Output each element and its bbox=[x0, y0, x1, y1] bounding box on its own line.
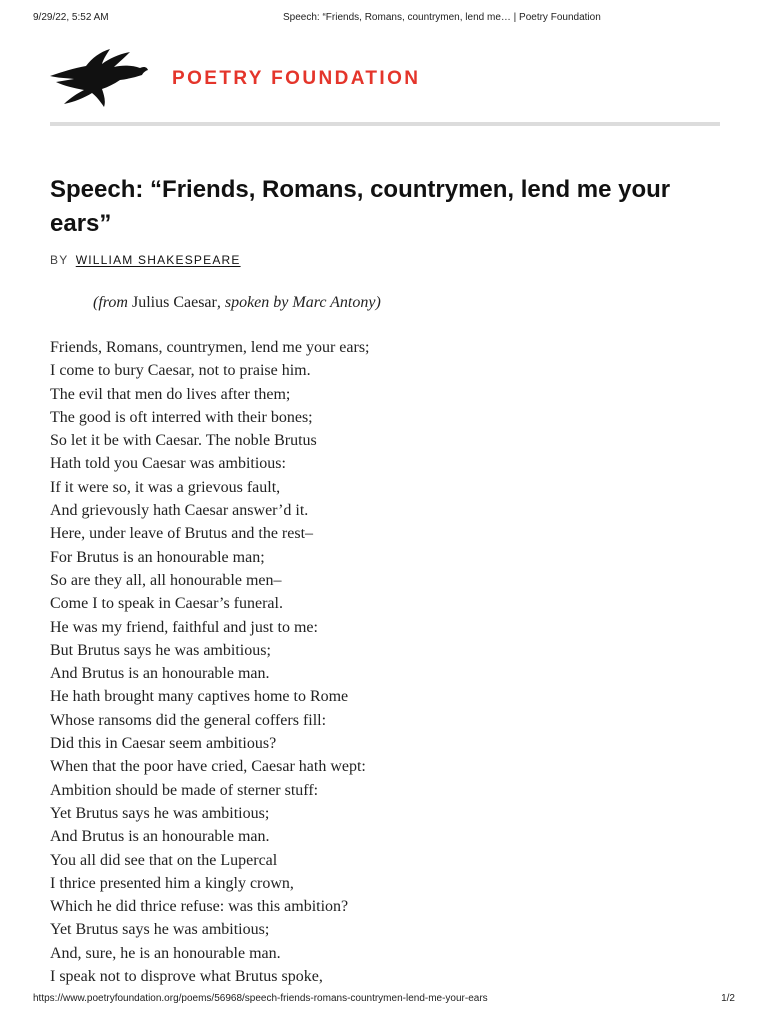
poem-line: Come I to speak in Caesar’s funeral. bbox=[50, 595, 283, 613]
poem-line: Yet Brutus says he was ambitious; bbox=[50, 804, 270, 822]
poem-line: Ambition should be made of sterner stuff: bbox=[50, 781, 319, 799]
poem-body bbox=[50, 336, 730, 988]
epigraph-speaker: , spoken by Marc Antony) bbox=[216, 294, 381, 311]
poem-line: And Brutus is an honourable man. bbox=[50, 828, 270, 846]
poem-line: Here, under leave of Brutus and the rest– bbox=[50, 525, 314, 543]
poem-line: But Brutus says he was ambitious; bbox=[50, 641, 271, 659]
poem-line: So let it be with Caesar. The noble Brutus bbox=[50, 432, 317, 450]
page-number: 1/2 bbox=[721, 993, 735, 1004]
pegasus-logo-icon bbox=[48, 46, 150, 110]
poem-line: Which he did thrice refuse: was this ambition? bbox=[50, 898, 349, 916]
poem-line: He hath brought many captives home to Rome bbox=[50, 688, 349, 706]
poem-line: Did this in Caesar seem ambitious? bbox=[50, 735, 277, 753]
poem-line: I speak not to disprove what Brutus spoke, bbox=[50, 968, 323, 986]
print-header bbox=[33, 12, 735, 28]
poem-line: And Brutus is an honourable man. bbox=[50, 665, 270, 683]
site-brand[interactable] bbox=[48, 46, 468, 110]
poem-line: You all did see that on the Lupercal bbox=[50, 851, 278, 869]
by-label: BY bbox=[50, 253, 69, 267]
byline bbox=[50, 253, 241, 267]
poem-line: And, sure, he is an honourable man. bbox=[50, 944, 281, 962]
poem-line: Friends, Romans, countrymen, lend me your ears; bbox=[50, 339, 370, 356]
poem-line: So are they all, all honourable men– bbox=[50, 571, 282, 589]
page-url: https://www.poetryfoundation.org/poems/56968/speech-friends-romans-countrymen-lend-me-your-ears bbox=[33, 993, 488, 1004]
poem-line: Hath told you Caesar was ambitious: bbox=[50, 455, 286, 473]
epigraph bbox=[93, 294, 381, 312]
poem-line: Yet Brutus says he was ambitious; bbox=[50, 921, 270, 939]
poem-line: And grievously hath Caesar answer’d it. bbox=[50, 502, 309, 520]
poem-line: The evil that men do lives after them; bbox=[50, 385, 291, 403]
poem-line: If it were so, it was a grievous fault, bbox=[50, 478, 281, 496]
epigraph-play: Julius Caesar bbox=[127, 294, 217, 311]
poem-line: I come to bury Caesar, not to praise him. bbox=[50, 362, 311, 380]
poem-line: I thrice presented him a kingly crown, bbox=[50, 874, 294, 892]
poem-title: Speech: “Friends, Romans, countrymen, lend me your ears” bbox=[50, 176, 671, 237]
poem-line: When that the poor have cried, Caesar hath wept: bbox=[50, 758, 366, 776]
poem-line: The good is oft interred with their bones; bbox=[50, 408, 313, 426]
print-page-title: Speech: “Friends, Romans, countrymen, lend me… | Poetry Foundation bbox=[283, 12, 601, 23]
poem-line: Whose ransoms did the general coffers fill: bbox=[50, 711, 327, 729]
author-link[interactable]: WILLIAM SHAKESPEARE bbox=[75, 253, 241, 267]
poem-line: He was my friend, faithful and just to me: bbox=[50, 618, 318, 636]
header-divider bbox=[50, 122, 720, 126]
brand-name: POETRY FOUNDATION bbox=[172, 68, 421, 89]
epigraph-from: (from bbox=[93, 294, 128, 311]
print-date: 9/29/22, 5:52 AM bbox=[33, 12, 109, 23]
poem-line: For Brutus is an honourable man; bbox=[50, 548, 265, 566]
